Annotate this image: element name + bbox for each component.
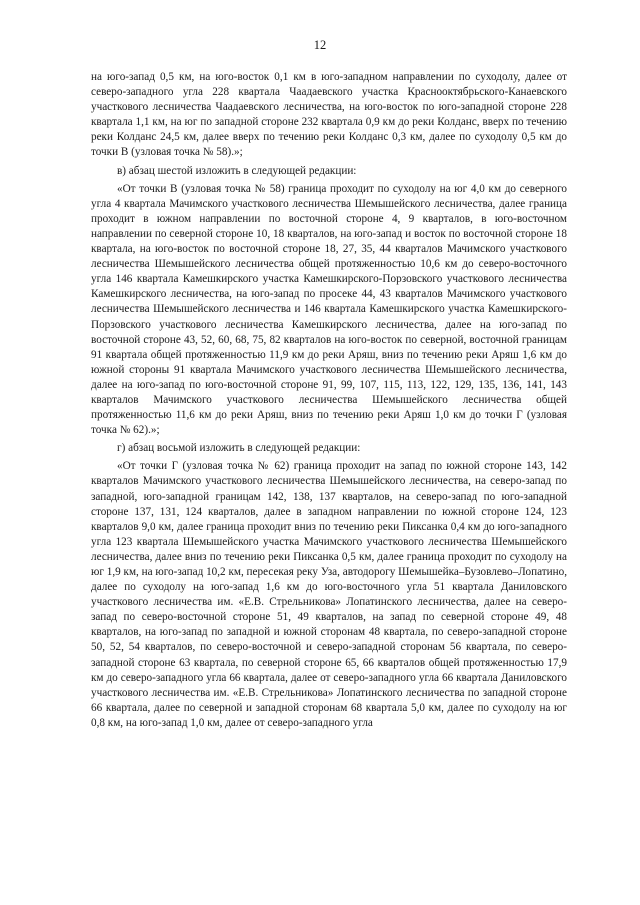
paragraph-quote-point-g: «От точки Г (узловая точка № 62) граница проходит на запад по южной стороне 143, 142 кварталов Мачимского участкового лесничества Шемышейского лесничества, на северо-запад по западной, юго-западной границам 142, 138, 137 кварталов, на северо-запад по юго-западной стороне 137, 131, 124 кварталов, далее в западном направлении по южной стороне 124, 123 кварталов 9,0 км, далее граница проходит вниз по течению реки Пиксанка 0,4 км до юго-западного угла 123 квартала Шемышейского участка Мачимского участкового лесничества Шемышейского лесничества, далее вниз по течению реки Пиксанка 0,5 км, далее граница проходит по суходолу на юг 1,9 км, на юго-запад 10,2 км, пересекая реку Уза, автодорогу Шемышейка–Бузовлево–Лопатино, далее по суходолу на юго-запад 1,6 км до юго-восточного угла 51 квартала Даниловского участкового лесничества им. «Е.В. Стрельникова» Лопатинского лесничества, далее на северо-запад по северо-восточной стороне 51, 49 кварталов, на запад по северной стороне 49, 48 кварталов, на юго-запад по западной и южной сторонам 48 квартала, по северо-западной стороне 50, 52, 54 кварталов, по северо-восточной и северо-западной сторонам 56 квартала, по северо-западной стороне 63 квартала, по северной стороне 65, 66 кварталов общей протяженностью 17,9 км до северо-западного угла 66 квартала, далее от северо-западного угла 66 квартала Даниловского участкового лесничества им. «Е.В. Стрельникова» Лопатинского лесничества по западной стороне 66 квартала, далее по северной и западной сторонам 68 квартала 5,0 км, далее по суходолу на юг 0,8 км, на юго-запад 1,0 км, далее от северо-западного угла	[91, 460, 567, 729]
paragraph-continuation: на юго-запад 0,5 км, на юго-восток 0,1 км в юго-западном направлении по суходолу, далее от северо-западного угла 228 квартала Чаадаевского участка Красноoктябрьского-Канаевского участкового лесничества Чаадаевского лесничества, на юго-восток по юго-западной стороне 228 квартала 1,1 км, на юг по западной стороне 232 квартала 0,9 км до реки Колданс, вверх по течению реки Колданс 24,5 км, далее вверх по течению реки Колданс 0,3 км, далее по суходолу 0,5 км до точки В (узловая точка № 58).»;	[91, 71, 567, 159]
page-number: 12	[313, 38, 327, 52]
paragraph-amendment-g: г) абзац восьмой изложить в следующей редакции:	[117, 442, 361, 455]
document-body	[91, 70, 567, 731]
paragraph-quote-point-v: «От точки В (узловая точка № 58) граница проходит по суходолу на юг 4,0 км до северного угла 4 квартала Мачимского участкового лесничества Шемышейского лесничества, далее граница проходит в южном направлении по восточной стороне 4, 9 кварталов, в юго-восточном направлении по северной стороне 10, 18 кварталов, на юго-запад и восток по восточной стороне 18 квартала, на юго-восток по восточной стороне 18, 27, 35, 44 кварталов Мачимского участкового лесничества Шемышейского лесничества общей протяженностью 10,6 км до северо-восточного угла 146 квартала Камешкирского участка Камешкирского-Порзовского участкового лесничества Камешкирского лесничества, на юго-запад по просеке 44, 43 кварталов Мачимского участкового лесничества Шемышейского лесничества и 146 квартала Камешкирского участка Камешкирского-Порзовского участкового лесничества Камешкирского лесничества, далее на юго-запад по восточной стороне 43, 52, 60, 68, 75, 82 кварталов на юго-восток по северной, восточной границам 91 квартала общей протяженностью 11,9 км до реки Аряш, вниз по течению реки Аряш 1,6 км до южной стороны 91 квартала Мачимского участкового лесничества Шемышейского лесничества, далее на юго-запад по юго-восточной стороне 91, 99, 107, 115, 113, 122, 129, 135, 136, 141, 143 кварталов Мачимского участкового лесничества Шемышейского лесничества общей протяженностью 11,6 км до реки Аряш, вниз по течению реки Аряш 1,0 км до точки Г (узловая точка № 62).»;	[91, 182, 567, 437]
paragraph-amendment-v: в) абзац шестой изложить в следующей редакции:	[117, 164, 357, 177]
